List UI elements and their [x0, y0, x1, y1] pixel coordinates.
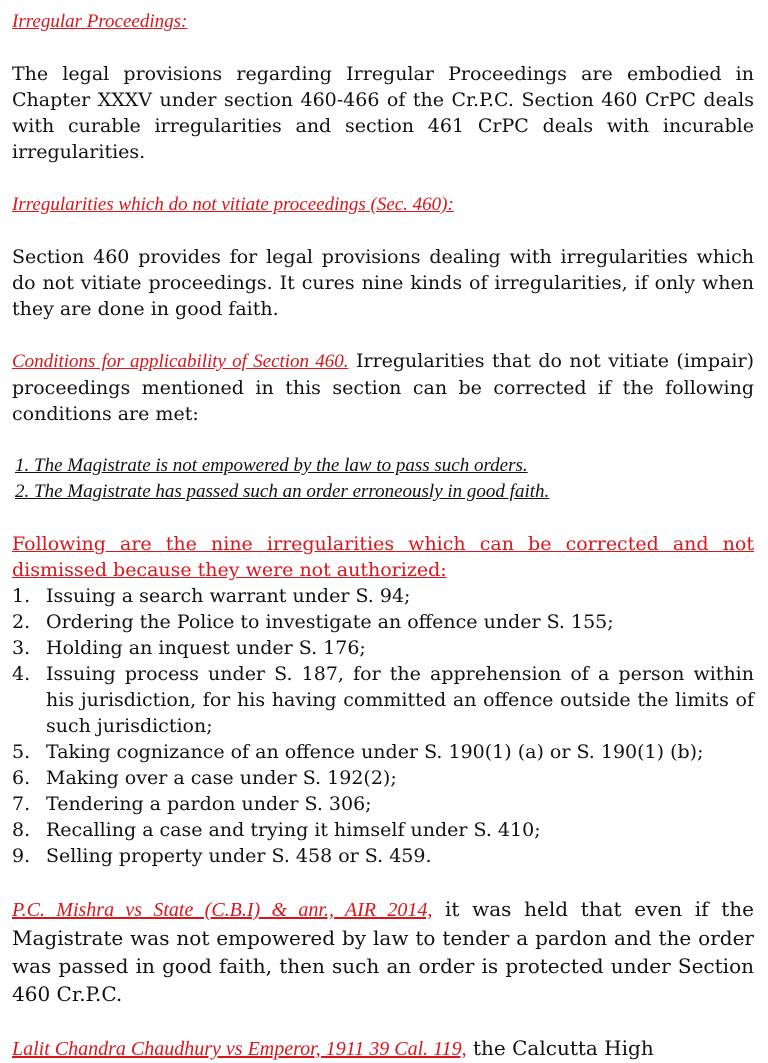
list-item-number: 2.: [12, 611, 31, 633]
list-item-text: Making over a case under S. 192(2);: [46, 767, 397, 789]
list-item-text: Taking cognizance of an offence under S. 190(1) (a) or S. 190(1) (b);: [46, 741, 704, 763]
nine-irregularities-heading-line2: dismissed because they were not authorized:: [12, 559, 447, 581]
list-item-text: Tendering a pardon under S. 306;: [46, 793, 372, 815]
list-item: [12, 843, 754, 869]
condition-item: 2. The Magistrate has passed such an order erroneously in good faith.: [15, 481, 550, 502]
list-item-number: 1.: [12, 585, 31, 607]
list-item-text: Issuing a search warrant under S. 94;: [46, 585, 411, 607]
heading-irregular-proceedings: [12, 8, 754, 35]
list-item-number: 7.: [12, 793, 31, 815]
case-mishra: [12, 895, 754, 1008]
list-item: [12, 609, 754, 635]
list-item-number: 6.: [12, 767, 31, 789]
condition-item: 1. The Magistrate is not empowered by the law to pass such orders.: [15, 455, 528, 476]
case-mishra-text: it was held that even if the Magistrate was not empowered by law to tender a pardon and the order was passed in good faith, then such an order is protected under Section 460 Cr.P.C.: [12, 897, 754, 1006]
case-lalit-name: Lalit Chandra Chaudhury vs Emperor, 1911 39 Cal. 119,: [12, 1038, 467, 1060]
case-lalit-paragraph: [12, 1034, 754, 1063]
list-item-number: 4.: [12, 663, 31, 685]
heading-irregular-text: Irregular Proceedings:: [12, 11, 188, 32]
case-lalit-text: the Calcutta High: [466, 1036, 654, 1060]
case-mishra-paragraph: [12, 895, 754, 1008]
list-item: [12, 817, 754, 843]
list-item-text: Ordering the Police to investigate an offence under S. 155;: [46, 611, 614, 633]
list-item-text: Recalling a case and trying it himself under S. 410;: [46, 819, 541, 841]
list-item-text: Holding an inquest under S. 176;: [46, 637, 366, 659]
list-item-number: 5.: [12, 741, 31, 763]
list-item-text: Selling property under S. 458 or S. 459.: [46, 845, 432, 867]
list-item: [12, 765, 754, 791]
list-item-number: 8.: [12, 819, 31, 841]
intro-paragraph: The legal provisions regarding Irregular Proceedings are embodied in Chapter XXXV under section 460-466 of the Cr.P.C. Section 460 CrPC deals with curable irregularities and section 461 CrPC deals with incurable irregularities.: [12, 63, 754, 163]
list-item: [12, 791, 754, 817]
case-mishra-name: P.C. Mishra vs State (C.B.I) & anr., AIR 2014,: [12, 899, 433, 921]
nine-irregularities-heading-line1: Following are the nine irregularities which can be corrected and not: [12, 533, 754, 555]
list-item-number: 9.: [12, 845, 31, 867]
heading-sec460: [12, 191, 754, 218]
list-item: [12, 635, 754, 661]
heading-sec460-text: Irregularities which do not vitiate proceedings (Sec. 460):: [12, 194, 454, 215]
list-item-text: Issuing process under S. 187, for the apprehension of a person within his jurisdiction, for his having committed an offence outside the limits of such jurisdiction;: [46, 663, 754, 737]
sec460-paragraph: Section 460 provides for legal provisions dealing with irregularities which do not vitiate proceedings. It cures nine kinds of irregularities, if only when they are done in good faith.: [12, 246, 754, 320]
conditions-paragraph: [12, 348, 754, 427]
list-item-number: 3.: [12, 637, 31, 659]
list-item: [12, 661, 754, 739]
irregularities-list: [12, 583, 754, 869]
conditions-list: [12, 453, 754, 505]
conditions-heading: Conditions for applicability of Section 460.: [12, 351, 349, 372]
list-item: [12, 739, 754, 765]
list-item: [12, 583, 754, 609]
conditions-text: Irregularities that do not vitiate (impair) proceedings mentioned in this section can be corrected if the following conditions are met:: [12, 350, 754, 425]
